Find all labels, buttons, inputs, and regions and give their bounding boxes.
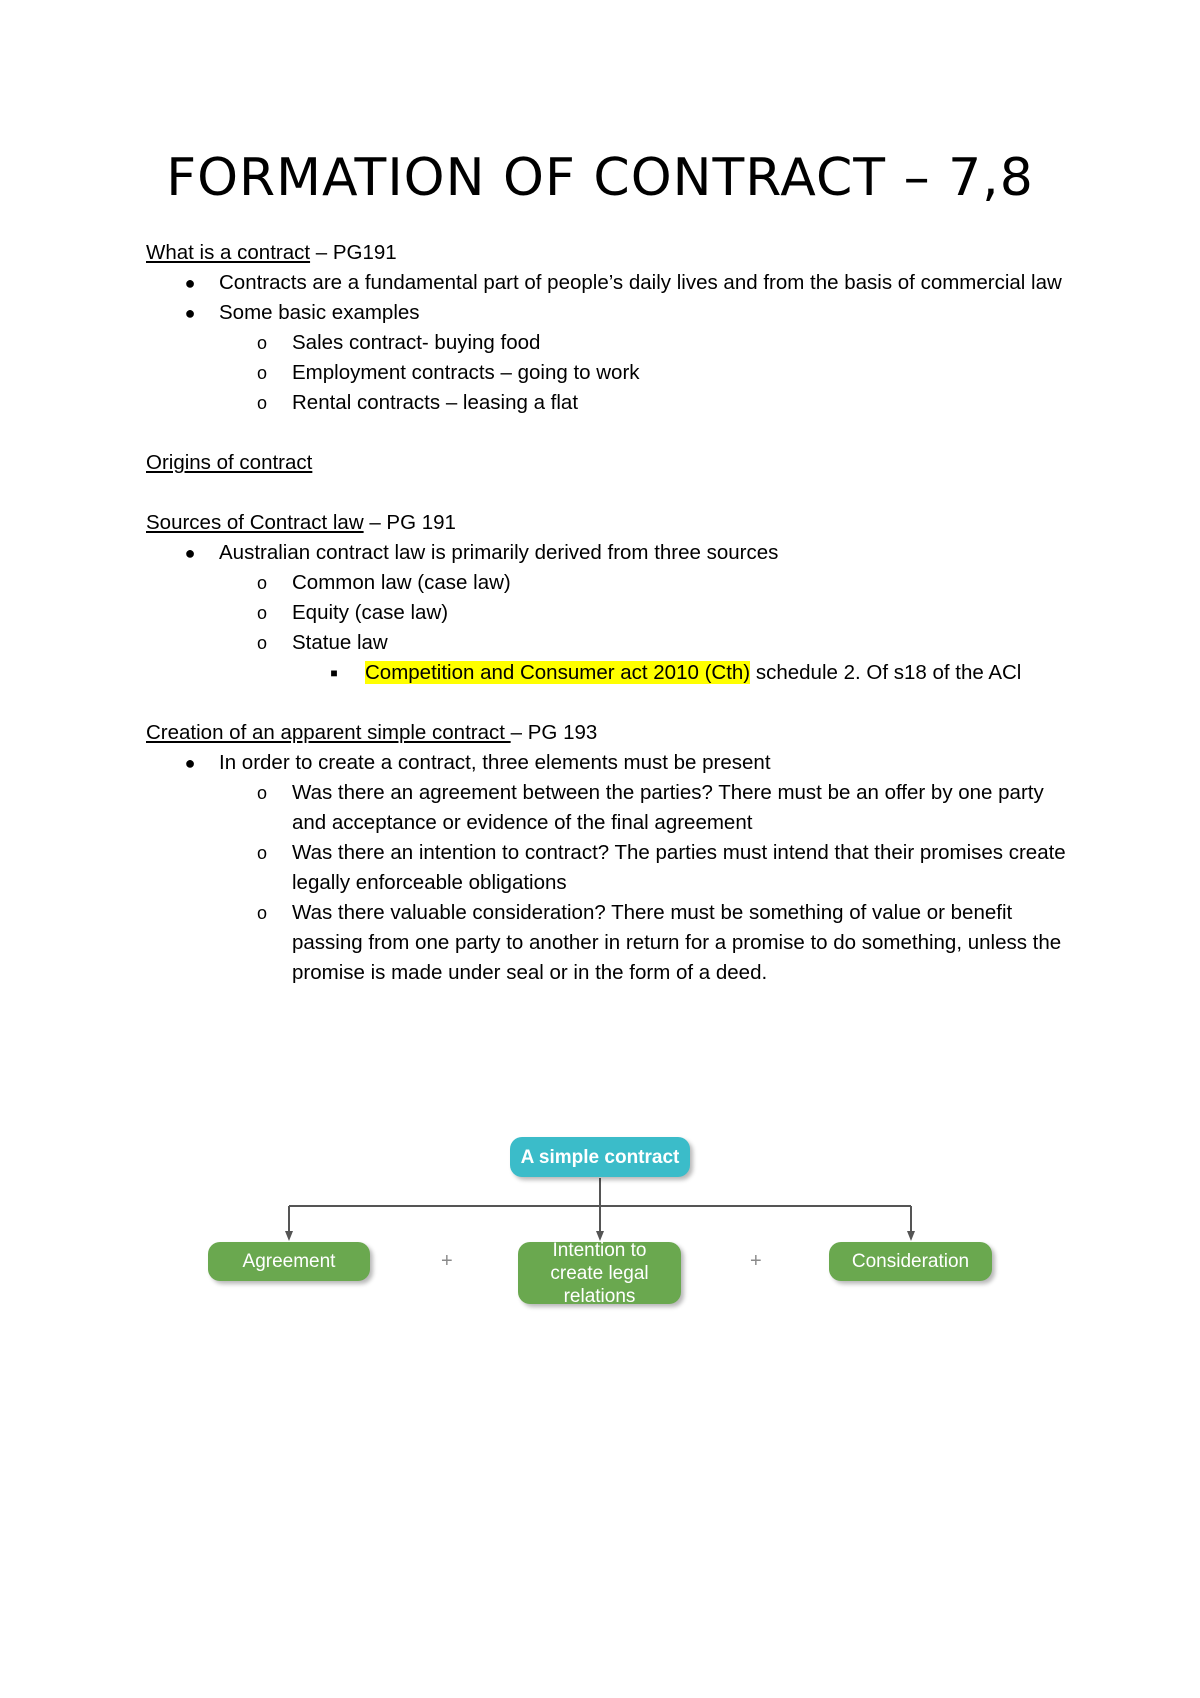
section-heading-what-is	[146, 238, 1076, 268]
list-item	[146, 568, 1076, 598]
list-item	[146, 358, 1076, 388]
list-item	[146, 628, 1076, 658]
list-item	[146, 538, 1076, 568]
page-ref: – PG 193	[510, 721, 598, 744]
heading-text: Origins of contract	[146, 451, 313, 474]
section-heading-origins	[146, 448, 1076, 478]
heading-text: Sources of Contract law	[146, 511, 364, 534]
square-bullet-icon: ■	[330, 666, 338, 680]
highlighted-text: Competition and Consumer act 2010 (Cth)	[365, 661, 751, 684]
node-intention: Intention to create legal relations	[518, 1242, 681, 1304]
page-title: FORMATION OF CONTRACT – 7,8	[166, 148, 1034, 208]
document-body	[146, 238, 1076, 988]
node-consideration: Consideration	[829, 1242, 992, 1281]
node-simple-contract: A simple contract	[510, 1137, 690, 1177]
sub-bullet-icon: o	[256, 333, 267, 353]
heading-text: What is a contract	[146, 241, 311, 264]
list-item	[146, 838, 1076, 898]
list-item-text: Common law (case law)	[292, 571, 511, 594]
list-item-text: schedule 2. Of s18 of the ACl	[750, 661, 1022, 684]
list-item	[146, 658, 1076, 688]
list-item	[146, 778, 1076, 838]
bullet-icon: ●	[184, 543, 196, 563]
section-heading-sources	[146, 508, 1076, 538]
list-item	[146, 298, 1076, 328]
list-item-text: In order to create a contract, three elements must be present	[219, 751, 771, 774]
list-item-text: Contracts are a fundamental part of people’s daily lives and from the basis of commercial law	[219, 271, 1062, 294]
list-item	[146, 268, 1076, 298]
list-item	[146, 388, 1076, 418]
list-item	[146, 598, 1076, 628]
sub-bullet-icon: o	[256, 843, 267, 863]
list-item-text: Rental contracts – leasing a flat	[292, 391, 579, 414]
sub-bullet-icon: o	[256, 393, 267, 413]
list-item	[146, 748, 1076, 778]
sub-bullet-icon: o	[256, 903, 267, 923]
list-item-text: Was there an intention to contract? The parties must intend that their promises create legally enforceable obligations	[292, 841, 1066, 894]
list-item	[146, 328, 1076, 358]
list-item-text: Australian contract law is primarily derived from three sources	[219, 541, 779, 564]
list-item-text: Sales contract- buying food	[292, 331, 541, 354]
sub-bullet-icon: o	[256, 363, 267, 383]
sub-bullet-icon: o	[256, 633, 267, 653]
bullet-icon: ●	[184, 303, 196, 323]
list-item-text: Equity (case law)	[292, 601, 449, 624]
node-agreement: Agreement	[208, 1242, 370, 1281]
section-heading-creation	[146, 718, 1076, 748]
page-ref: – PG191	[310, 241, 397, 264]
list-item-text: Employment contracts – going to work	[292, 361, 640, 384]
sub-bullet-icon: o	[256, 573, 267, 593]
bullet-icon: ●	[184, 273, 196, 293]
list-item-text: Statue law	[292, 631, 388, 654]
list-item	[146, 898, 1076, 988]
sub-bullet-icon: o	[256, 603, 267, 623]
list-item-text: Some basic examples	[219, 301, 420, 324]
sub-bullet-icon: o	[256, 783, 267, 803]
plus-sign-1: +	[441, 1250, 453, 1272]
page-ref: – PG 191	[363, 511, 456, 534]
list-item-text: Was there valuable consideration? There must be something of value or benefit passing from one party to another in return for a promise to do something, unless the promise is made under seal or in the form of a deed.	[292, 901, 1062, 984]
heading-text: Creation of an apparent simple contract	[146, 721, 511, 744]
bullet-list	[146, 538, 1076, 688]
plus-sign-2: +	[750, 1250, 762, 1272]
bullet-list	[146, 748, 1076, 988]
bullet-icon: ●	[184, 753, 196, 773]
list-item-text: Was there an agreement between the parties? There must be an offer by one party and acceptance or evidence of the final agreement	[292, 781, 1044, 834]
bullet-list	[146, 268, 1076, 418]
